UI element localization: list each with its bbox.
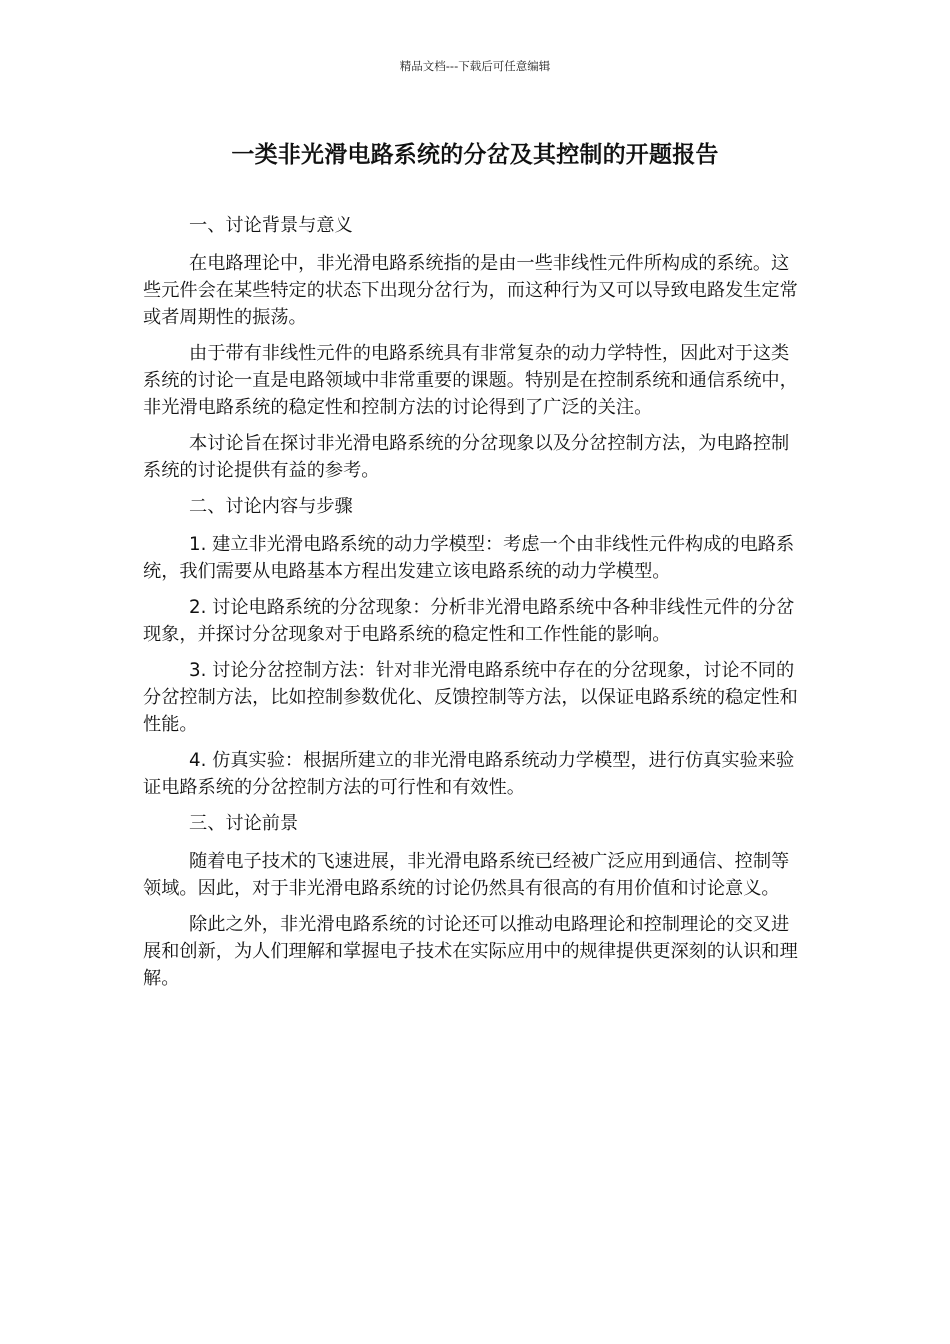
paragraph: 1. 建立非光滑电路系统的动力学模型：考虑一个由非线性元件构成的电路系统，我们需要从电路基本方程出发建立该电路系统的动力学模型。 — [143, 534, 795, 582]
document-body — [143, 212, 805, 1001]
section-heading-prospects: 三、讨论前景 — [189, 813, 299, 834]
document-title: 一类非光滑电路系统的分岔及其控制的开题报告 — [231, 142, 719, 168]
paragraph: 除此之外，非光滑电路系统的讨论还可以推动电路理论和控制理论的交叉进展和创新，为人们理解和掌握电子技术在实际应用中的规律提供更深刻的认识和理解。 — [143, 914, 798, 989]
section-heading-background: 一、讨论背景与意义 — [189, 215, 353, 236]
section-heading-content-steps: 二、讨论内容与步骤 — [189, 496, 353, 517]
header-note: 精品文档---下载后可任意编辑 — [399, 59, 551, 73]
paragraph: 本讨论旨在探讨非光滑电路系统的分岔现象以及分岔控制方法，为电路控制系统的讨论提供有益的参考。 — [143, 433, 790, 481]
paragraph: 随着电子技术的飞速进展，非光滑电路系统已经被广泛应用到通信、控制等领域。因此，对于非光滑电路系统的讨论仍然具有很高的有用价值和讨论意义。 — [143, 851, 790, 899]
paragraph: 2. 讨论电路系统的分岔现象：分析非光滑电路系统中各种非线性元件的分岔现象，并探讨分岔现象对于电路系统的稳定性和工作性能的影响。 — [143, 597, 795, 645]
paragraph: 在电路理论中，非光滑电路系统指的是由一些非线性元件所构成的系统。这些元件会在某些特定的状态下出现分岔行为，而这种行为又可以导致电路发生定常或者周期性的振荡。 — [143, 253, 798, 328]
paragraph: 4. 仿真实验：根据所建立的非光滑电路系统动力学模型，进行仿真实验来验证电路系统的分岔控制方法的可行性和有效性。 — [143, 750, 795, 798]
paragraph: 3. 讨论分岔控制方法：针对非光滑电路系统中存在的分岔现象，讨论不同的分岔控制方法，比如控制参数优化、反馈控制等方法，以保证电路系统的稳定性和性能。 — [143, 660, 798, 735]
paragraph: 由于带有非线性元件的电路系统具有非常复杂的动力学特性，因此对于这类系统的讨论一直是电路领域中非常重要的课题。特别是在控制系统和通信系统中，非光滑电路系统的稳定性和控制方法的讨论得到了广泛的关注。 — [143, 343, 798, 418]
